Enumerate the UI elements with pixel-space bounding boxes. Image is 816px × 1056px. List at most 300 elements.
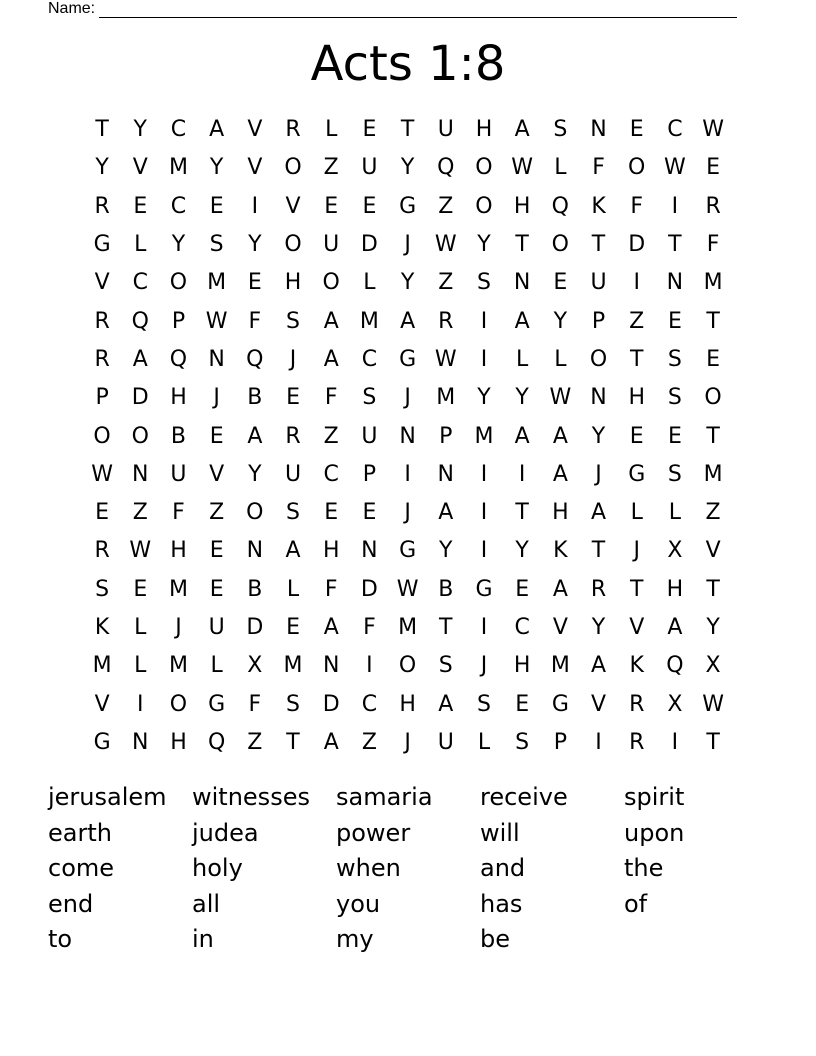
grid-letter[interactable]: Z — [323, 155, 339, 181]
grid-letter[interactable]: Z — [361, 729, 377, 755]
grid-letter[interactable]: R — [705, 193, 721, 219]
grid-letter[interactable]: Y — [209, 155, 224, 181]
grid-letter[interactable]: I — [366, 653, 373, 679]
grid-letter[interactable]: U — [284, 461, 302, 487]
grid-letter[interactable]: E — [209, 193, 224, 219]
grid-letter[interactable]: O — [589, 346, 608, 372]
grid-letter[interactable]: T — [286, 729, 300, 755]
grid-letter[interactable]: H — [475, 117, 493, 143]
grid-letter[interactable]: Y — [400, 155, 415, 181]
grid-letter[interactable]: G — [475, 576, 493, 602]
grid-letter[interactable]: D — [131, 385, 149, 411]
grid-letter[interactable]: Y — [95, 155, 109, 181]
grid-letter[interactable]: L — [134, 615, 147, 640]
grid-letter[interactable]: C — [361, 346, 378, 372]
grid-letter[interactable]: E — [667, 423, 682, 449]
grid-letter[interactable]: O — [475, 193, 493, 219]
grid-letter[interactable]: Z — [323, 423, 339, 449]
grid-letter[interactable]: Y — [171, 232, 186, 258]
grid-letter[interactable]: E — [286, 615, 300, 640]
grid-row — [83, 341, 733, 379]
grid-letter[interactable]: H — [170, 729, 187, 755]
grid-letter[interactable]: W — [129, 538, 152, 564]
grid-letter[interactable]: C — [361, 691, 378, 717]
grid-letter[interactable]: Y — [515, 385, 529, 411]
grid-letter[interactable]: N — [590, 117, 607, 143]
grid-row — [83, 647, 733, 685]
grid-letter[interactable]: Y — [515, 538, 529, 564]
grid-letter[interactable]: Y — [591, 423, 606, 449]
grid-letter[interactable]: W — [664, 155, 686, 181]
grid-letter[interactable]: L — [134, 653, 147, 679]
grid-letter[interactable]: T — [706, 423, 720, 449]
grid-letter[interactable]: T — [706, 729, 720, 755]
grid-letter[interactable]: Z — [132, 500, 148, 526]
grid-letter[interactable]: D — [360, 232, 378, 258]
grid-letter[interactable]: L — [286, 576, 300, 602]
grid-letter[interactable]: Q — [551, 193, 569, 219]
grid-letter[interactable]: F — [363, 615, 376, 640]
grid-letter[interactable]: N — [322, 653, 340, 679]
grid-letter[interactable]: O — [322, 270, 340, 296]
grid-letter[interactable]: R — [285, 423, 301, 449]
grid-letter[interactable]: N — [666, 270, 684, 296]
grid-letter[interactable]: B — [247, 385, 263, 411]
grid-letter[interactable]: W — [434, 346, 457, 372]
grid-letter[interactable]: P — [171, 308, 186, 334]
grid-letter[interactable]: F — [324, 576, 338, 602]
grid-letter[interactable]: F — [630, 193, 644, 219]
grid-letter[interactable]: A — [132, 346, 148, 372]
grid-letter[interactable]: E — [362, 117, 377, 143]
grid-letter[interactable]: U — [590, 270, 607, 296]
word-list-item: earth — [48, 818, 112, 847]
grid-letter[interactable]: M — [168, 653, 188, 679]
grid-letter[interactable]: S — [95, 576, 110, 602]
grid-letter[interactable]: V — [94, 691, 110, 717]
grid-letter[interactable]: P — [439, 423, 453, 449]
grid-row — [83, 111, 733, 149]
grid-letter[interactable]: N — [361, 538, 378, 564]
name-line[interactable] — [99, 3, 737, 18]
grid-letter[interactable]: J — [480, 653, 488, 679]
grid-letter[interactable]: Y — [133, 117, 147, 143]
grid-letter[interactable]: J — [404, 729, 411, 755]
grid-letter[interactable]: Y — [553, 308, 568, 334]
grid-letter[interactable]: S — [476, 270, 491, 296]
grid-letter[interactable]: W — [434, 232, 457, 258]
grid-letter[interactable]: H — [399, 691, 416, 717]
grid-letter[interactable]: A — [514, 423, 530, 449]
grid-letter[interactable]: L — [363, 270, 376, 296]
grid-letter[interactable]: C — [514, 615, 530, 640]
grid-letter[interactable]: T — [629, 346, 644, 372]
grid-letter[interactable]: I — [518, 461, 526, 487]
grid-letter[interactable]: O — [93, 423, 111, 449]
grid-letter[interactable]: O — [551, 232, 569, 258]
grid-letter[interactable]: S — [553, 117, 568, 143]
grid-letter[interactable]: B — [170, 423, 187, 449]
grid-letter[interactable]: H — [666, 576, 684, 602]
grid-letter[interactable]: L — [134, 232, 147, 258]
grid-letter[interactable]: R — [94, 346, 110, 372]
grid-letter[interactable]: T — [706, 308, 720, 334]
grid-letter[interactable]: I — [480, 500, 488, 526]
grid-letter[interactable]: N — [132, 729, 149, 755]
grid-letter[interactable]: J — [633, 538, 640, 564]
grid-letter[interactable]: Q — [246, 346, 264, 372]
grid-letter[interactable]: M — [168, 576, 188, 602]
grid-letter[interactable]: Z — [629, 308, 645, 334]
grid-letter[interactable]: X — [667, 538, 683, 564]
grid-letter[interactable]: L — [630, 500, 643, 526]
grid-letter[interactable]: L — [554, 155, 567, 181]
grid-letter[interactable]: M — [207, 270, 227, 296]
grid-letter[interactable]: E — [553, 270, 568, 296]
grid-letter[interactable]: F — [706, 232, 720, 258]
grid-letter[interactable]: S — [667, 461, 682, 487]
grid-letter[interactable]: Z — [209, 500, 225, 526]
grid-letter[interactable]: H — [513, 653, 531, 679]
grid-letter[interactable]: A — [323, 308, 339, 334]
grid-letter[interactable]: L — [554, 346, 567, 372]
grid-letter[interactable]: F — [592, 155, 605, 181]
grid-letter[interactable]: I — [595, 729, 602, 755]
grid-row — [83, 226, 733, 264]
grid-letter[interactable]: H — [628, 385, 645, 411]
grid-letter[interactable]: R — [94, 308, 110, 334]
grid-letter[interactable]: G — [399, 346, 417, 372]
grid-letter[interactable]: Y — [477, 232, 491, 258]
grid-letter[interactable]: I — [137, 691, 144, 717]
grid-letter[interactable]: F — [248, 691, 262, 717]
grid-letter[interactable]: V — [552, 615, 568, 640]
grid-letter[interactable]: T — [591, 232, 606, 258]
grid-letter[interactable]: M — [398, 615, 418, 640]
grid-letter[interactable]: V — [705, 538, 721, 564]
grid-letter[interactable]: S — [286, 691, 301, 717]
word-list-item: receive — [480, 783, 568, 812]
grid-letter[interactable]: C — [170, 117, 187, 143]
grid-letter[interactable]: A — [514, 308, 530, 334]
grid-letter[interactable]: G — [628, 461, 646, 487]
grid-letter[interactable]: W — [549, 385, 572, 411]
grid-letter[interactable]: S — [438, 653, 453, 679]
grid-letter[interactable]: C — [170, 193, 187, 219]
grid-letter[interactable]: R — [629, 691, 645, 717]
grid-letter[interactable]: M — [703, 461, 723, 487]
grid-letter[interactable]: W — [396, 576, 419, 602]
grid-letter[interactable]: J — [404, 500, 411, 526]
grid-letter[interactable]: Q — [131, 308, 149, 334]
grid-letter[interactable]: I — [404, 461, 411, 487]
grid-letter[interactable]: Y — [248, 461, 262, 487]
grid-letter[interactable]: U — [323, 232, 340, 258]
grid-letter[interactable]: Y — [400, 270, 415, 296]
grid-letter[interactable]: J — [289, 346, 297, 372]
grid-letter[interactable]: Z — [438, 270, 454, 296]
grid-letter[interactable]: V — [94, 270, 110, 296]
grid-letter[interactable]: L — [516, 346, 529, 372]
word-list-item: jerusalem — [48, 783, 167, 812]
grid-letter[interactable]: T — [591, 538, 606, 564]
grid-letter[interactable]: E — [362, 500, 377, 526]
grid-letter[interactable]: S — [209, 232, 224, 258]
grid-letter[interactable]: O — [398, 653, 417, 679]
grid-letter[interactable]: J — [175, 615, 182, 640]
grid-letter[interactable]: B — [247, 576, 263, 602]
grid-letter[interactable]: Q — [666, 653, 684, 679]
grid-letter[interactable]: O — [284, 155, 302, 181]
grid-letter[interactable]: E — [324, 500, 339, 526]
grid-letter[interactable]: P — [362, 461, 377, 487]
grid-letter[interactable]: E — [324, 193, 339, 219]
grid-letter[interactable]: I — [480, 346, 488, 372]
grid-letter[interactable]: H — [552, 500, 569, 526]
grid-letter[interactable]: R — [438, 308, 454, 334]
grid-letter[interactable]: A — [209, 117, 225, 143]
grid-letter[interactable]: J — [404, 232, 411, 258]
grid-letter[interactable]: T — [515, 500, 529, 526]
grid-letter[interactable]: A — [667, 615, 683, 640]
grid-letter[interactable]: D — [246, 615, 264, 640]
grid-letter[interactable]: G — [551, 691, 569, 717]
word-list-item: judea — [192, 818, 259, 847]
grid-letter[interactable]: E — [629, 423, 644, 449]
grid-letter[interactable]: A — [438, 691, 454, 717]
grid-letter[interactable]: Y — [439, 538, 453, 564]
grid-letter[interactable]: K — [94, 615, 110, 640]
grid-letter[interactable]: S — [286, 308, 301, 334]
grid-letter[interactable]: R — [629, 729, 645, 755]
grid-letter[interactable]: N — [399, 423, 416, 449]
grid-letter[interactable]: W — [702, 117, 724, 143]
grid-letter[interactable]: N — [590, 385, 607, 411]
grid-letter[interactable]: O — [169, 691, 188, 717]
grid-letter[interactable]: R — [94, 538, 110, 564]
grid-letter[interactable]: I — [251, 193, 259, 219]
grid-letter[interactable]: Q — [169, 346, 188, 372]
grid-letter[interactable]: O — [131, 423, 149, 449]
grid-letter[interactable]: T — [629, 576, 644, 602]
grid-letter[interactable]: E — [629, 117, 644, 143]
grid-letter[interactable]: Y — [706, 615, 720, 640]
grid-letter[interactable]: X — [705, 653, 721, 679]
grid-letter[interactable]: L — [477, 729, 491, 755]
grid-letter[interactable]: K — [629, 653, 644, 679]
grid-letter[interactable]: Q — [207, 729, 226, 755]
grid-letter[interactable]: H — [170, 385, 187, 411]
grid-letter[interactable]: T — [668, 232, 682, 258]
grid-letter[interactable]: U — [208, 615, 225, 640]
grid-letter[interactable]: A — [323, 729, 339, 755]
grid-letter[interactable]: Y — [248, 232, 262, 258]
grid-letter[interactable]: F — [172, 500, 185, 526]
grid-letter[interactable]: E — [133, 193, 148, 219]
grid-letter[interactable]: M — [474, 423, 494, 449]
grid-letter[interactable]: N — [246, 538, 264, 564]
grid-letter[interactable]: W — [205, 308, 228, 334]
grid-letter[interactable]: Z — [438, 193, 454, 219]
grid-letter[interactable]: X — [247, 653, 263, 679]
grid-letter[interactable]: Y — [591, 615, 606, 640]
grid-letter[interactable]: Z — [705, 500, 721, 526]
grid-letter[interactable]: E — [515, 576, 530, 602]
grid-letter[interactable]: M — [359, 308, 379, 334]
grid-letter[interactable]: U — [170, 461, 187, 487]
grid-letter[interactable]: A — [552, 576, 568, 602]
grid-letter[interactable]: L — [668, 500, 682, 526]
grid-letter[interactable]: F — [324, 385, 338, 411]
grid-letter[interactable]: N — [208, 346, 225, 372]
grid-letter[interactable]: E — [362, 193, 377, 219]
grid-letter[interactable]: V — [247, 117, 263, 143]
grid-letter[interactable]: V — [209, 461, 225, 487]
grid-letter[interactable]: W — [702, 691, 724, 717]
grid-letter[interactable]: I — [480, 538, 488, 564]
grid-letter[interactable]: E — [133, 576, 148, 602]
grid-letter[interactable]: A — [514, 117, 530, 143]
grid-letter[interactable]: F — [248, 308, 262, 334]
grid-letter[interactable]: S — [476, 691, 491, 717]
grid-letter[interactable]: A — [400, 308, 416, 334]
grid-letter[interactable]: D — [628, 232, 646, 258]
grid-letter[interactable]: M — [703, 270, 723, 296]
grid-letter[interactable]: A — [591, 653, 607, 679]
grid-letter[interactable]: U — [437, 729, 454, 755]
grid-letter[interactable]: H — [513, 193, 531, 219]
grid-letter[interactable]: T — [706, 576, 720, 602]
grid-letter[interactable]: G — [399, 193, 417, 219]
grid-letter[interactable]: M — [92, 653, 112, 679]
grid-letter[interactable]: S — [362, 385, 377, 411]
grid-letter[interactable]: U — [437, 117, 454, 143]
grid-letter[interactable]: G — [93, 232, 111, 258]
grid-letter[interactable]: V — [285, 193, 301, 219]
grid-letter[interactable]: M — [436, 385, 456, 411]
grid-letter[interactable]: J — [404, 385, 411, 411]
grid-letter[interactable]: V — [132, 155, 148, 181]
grid-letter[interactable]: S — [667, 346, 682, 372]
grid-letter[interactable]: X — [667, 691, 683, 717]
grid-letter[interactable]: L — [210, 653, 223, 679]
grid-letter[interactable]: A — [247, 423, 263, 449]
grid-letter[interactable]: P — [553, 729, 567, 755]
grid-letter[interactable]: O — [704, 385, 722, 411]
grid-letter[interactable]: W — [91, 461, 113, 487]
grid-letter[interactable]: O — [475, 155, 493, 181]
grid-letter[interactable]: S — [667, 385, 682, 411]
grid-letter[interactable]: E — [515, 691, 530, 717]
grid-letter[interactable]: E — [95, 500, 110, 526]
grid-letter[interactable]: A — [323, 615, 339, 640]
grid-letter[interactable]: S — [515, 729, 530, 755]
grid-row — [83, 379, 733, 417]
grid-letter[interactable]: V — [247, 155, 263, 181]
grid-letter[interactable]: H — [322, 538, 340, 564]
grid-letter[interactable]: V — [591, 691, 607, 717]
grid-letter[interactable]: W — [511, 155, 534, 181]
grid-letter[interactable]: K — [591, 193, 606, 219]
grid-letter[interactable]: M — [168, 155, 188, 181]
grid-letter[interactable]: C — [323, 461, 339, 487]
grid-letter[interactable]: I — [480, 615, 488, 640]
grid-letter[interactable]: Q — [437, 155, 455, 181]
grid-letter[interactable]: I — [633, 270, 640, 296]
grid-letter[interactable]: Y — [477, 385, 491, 411]
grid-letter[interactable]: E — [209, 576, 224, 602]
grid-letter[interactable]: N — [132, 461, 149, 487]
grid-letter[interactable]: A — [552, 461, 568, 487]
grid-letter[interactable]: R — [590, 576, 607, 602]
grid-letter[interactable]: N — [437, 461, 455, 487]
grid-letter[interactable]: G — [399, 538, 417, 564]
grid-letter[interactable]: E — [209, 423, 224, 449]
grid-letter[interactable]: A — [438, 500, 454, 526]
grid-letter[interactable]: C — [132, 270, 148, 296]
grid-letter[interactable]: O — [284, 232, 302, 258]
grid-letter[interactable]: H — [284, 270, 302, 296]
grid-letter[interactable]: C — [667, 117, 683, 143]
grid-letter[interactable]: D — [360, 576, 378, 602]
grid-letter[interactable]: J — [595, 461, 602, 487]
grid-letter[interactable]: Z — [247, 729, 263, 755]
grid-letter[interactable]: K — [553, 538, 568, 564]
grid-letter[interactable]: D — [322, 691, 340, 717]
grid-letter[interactable]: E — [209, 538, 224, 564]
grid-letter[interactable]: E — [247, 270, 262, 296]
grid-letter[interactable]: T — [400, 117, 415, 143]
grid-letter[interactable]: A — [285, 538, 301, 564]
grid-letter[interactable]: J — [213, 385, 220, 411]
word-list-item: of — [624, 889, 648, 918]
grid-letter[interactable]: T — [515, 232, 529, 258]
grid-letter[interactable]: R — [285, 117, 301, 143]
grid-letter[interactable]: A — [323, 346, 339, 372]
grid-letter[interactable]: O — [628, 155, 646, 181]
grid-letter[interactable]: O — [246, 500, 264, 526]
grid-letter[interactable]: V — [629, 615, 645, 640]
grid-letter[interactable]: N — [513, 270, 531, 296]
grid-letter[interactable]: I — [480, 308, 488, 334]
grid-letter[interactable]: E — [706, 346, 721, 372]
grid-letter[interactable]: I — [671, 729, 679, 755]
grid-letter[interactable]: O — [169, 270, 188, 296]
grid-letter[interactable]: P — [95, 385, 109, 411]
grid-letter[interactable]: G — [93, 729, 111, 755]
grid-letter[interactable]: M — [283, 653, 303, 679]
grid-letter[interactable]: A — [591, 500, 607, 526]
grid-letter[interactable]: T — [95, 117, 109, 143]
grid-letter[interactable]: H — [170, 538, 187, 564]
grid-letter[interactable]: B — [438, 576, 454, 602]
grid-letter[interactable]: U — [361, 423, 378, 449]
grid-letter[interactable]: M — [550, 653, 570, 679]
grid-letter[interactable]: G — [208, 691, 226, 717]
grid-letter[interactable]: E — [706, 155, 721, 181]
grid-letter[interactable]: S — [286, 500, 301, 526]
grid-letter[interactable]: P — [591, 308, 606, 334]
grid-letter[interactable]: A — [552, 423, 568, 449]
grid-letter[interactable]: L — [325, 117, 338, 143]
grid-letter[interactable]: E — [667, 308, 682, 334]
grid-letter[interactable]: I — [480, 461, 488, 487]
grid-letter[interactable]: R — [94, 193, 110, 219]
grid-letter[interactable]: T — [439, 615, 453, 640]
grid-letter[interactable]: U — [361, 155, 378, 181]
grid-letter[interactable]: E — [286, 385, 300, 411]
grid-letter[interactable]: I — [671, 193, 679, 219]
